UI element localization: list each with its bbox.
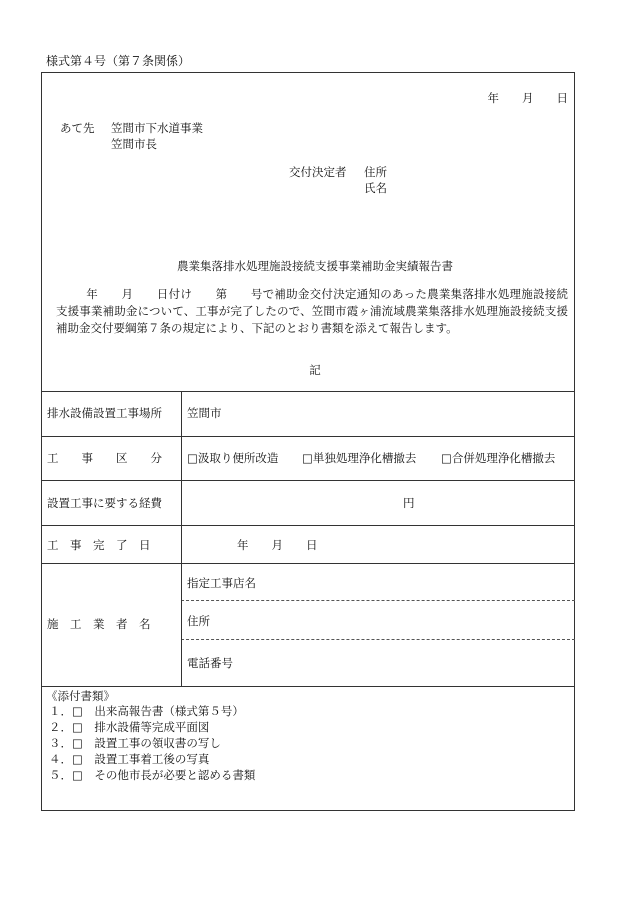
- table-line: [41, 480, 575, 481]
- grantor-address-label: 住所: [364, 165, 387, 179]
- grantor-title: 交付決定者: [289, 165, 347, 179]
- site-value: 笠間市: [187, 406, 222, 420]
- category-option-1: □汲取り便所改造: [187, 451, 279, 465]
- date-line: 年 月 日: [487, 91, 568, 105]
- contractor-label: 施 工 業 者 名: [47, 617, 151, 631]
- attachment-item-5: ５．□ その他市長が必要と認める書類: [49, 768, 256, 782]
- attachment-item-1: １．□ 出来高報告書（様式第５号）: [49, 704, 244, 718]
- table-line: [41, 391, 575, 392]
- contractor-address: 住所: [187, 614, 210, 628]
- cost-unit: 円: [403, 496, 415, 510]
- table-line: [41, 686, 575, 687]
- table-subline: [181, 639, 575, 640]
- attachment-item-3: ３．□ 設置工事の領収書の写し: [49, 736, 221, 750]
- addressee-label: あて先: [60, 121, 95, 135]
- category-option-3: □合併処理浄化槽撤去: [441, 451, 556, 465]
- attachment-item-2: ２．□ 排水設備等完成平面図: [49, 720, 210, 734]
- grantor-name-label: 氏名: [364, 181, 387, 195]
- body-text: 年 月 日付け 第 号で補助金交付決定通知のあった農業集落排水処理施設接続支援事業補助金について、工事が完了したので、笠間市霞ヶ浦流域農業集落排水処理施設接続支援補助金交付要綱第７条の規定により、下記のとおり書類を添えて報告します。: [56, 287, 568, 335]
- completion-value: 年 月 日: [237, 538, 318, 552]
- form-frame: [41, 72, 575, 811]
- site-label: 排水設備設置工事場所: [47, 406, 162, 420]
- table-line: [41, 525, 575, 526]
- addressee-line1: 笠間市下水道事業: [111, 121, 203, 135]
- table-line: [41, 563, 575, 564]
- addressee-line2: 笠間市長: [111, 137, 157, 151]
- document-title: 農業集落排水処理施設接続支援事業補助金実績報告書: [177, 259, 453, 273]
- attachments-heading: 《添付書類》: [46, 689, 115, 703]
- table-column-divider: [181, 391, 182, 686]
- contractor-shop-name: 指定工事店名: [187, 576, 256, 590]
- attachment-item-4: ４．□ 設置工事着工後の写真: [49, 752, 210, 766]
- ki-mark: 記: [309, 363, 321, 377]
- completion-label: 工 事 完 了 日: [47, 538, 151, 552]
- table-subline: [181, 600, 575, 601]
- category-option-2: □単独処理浄化槽撤去: [302, 451, 417, 465]
- form-number: 様式第４号（第７条関係）: [46, 54, 191, 68]
- category-label: 工 事 区 分: [47, 451, 162, 465]
- contractor-phone: 電話番号: [187, 656, 233, 670]
- body-paragraph: [56, 286, 568, 337]
- table-line: [41, 436, 575, 437]
- cost-label: 設置工事に要する経費: [47, 496, 162, 510]
